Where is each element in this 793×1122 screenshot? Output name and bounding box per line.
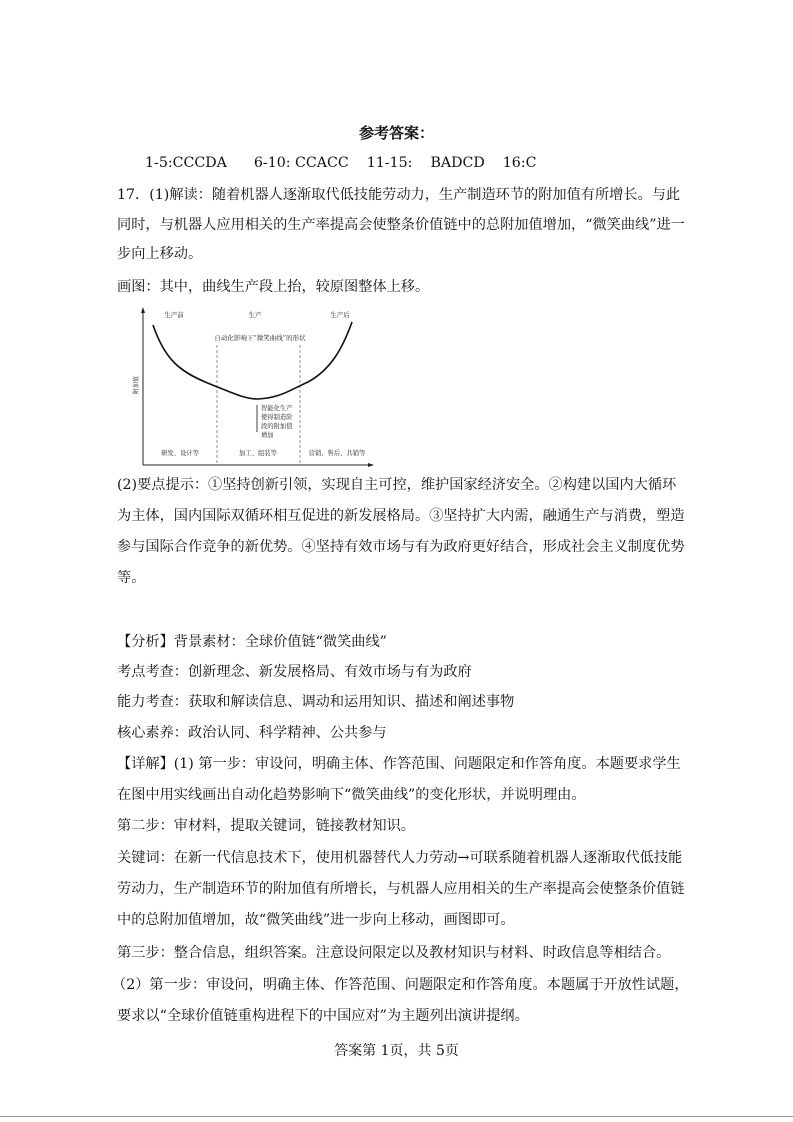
q17-part2-line: 为主体，国内国际双循环相互促进的新发展格局。③坚持扩大内需，融通生产与消费，塑造 bbox=[117, 508, 685, 524]
analysis-line: 劳动力，生产制造环节的附加值有所增长，与机器人应用相关的生产率提高会使整条价值链 bbox=[117, 881, 685, 897]
q17-part2-line: 等。 bbox=[117, 570, 146, 586]
bottom-mid-label: 加工、组装等 bbox=[239, 450, 277, 457]
stage-production-label: 生产 bbox=[248, 311, 262, 319]
analysis-line: 中的总附加值增加，故“微笑曲线”进一步向上移动，画图即可。 bbox=[117, 912, 515, 928]
analysis-line: 【详解】(1) 第一步：审设问，明确主体、作答范围、问题限定和作答角度。本题要求学生 bbox=[117, 756, 681, 772]
diagram-caption: 自动化影响下“微笑曲线”的形状 bbox=[214, 334, 306, 342]
smile-curve-diagram bbox=[130, 300, 380, 475]
note-line: 智能化生产 bbox=[261, 405, 293, 412]
analysis-line: 第二步：审材料，提取关键词，链接教材知识。 bbox=[117, 818, 415, 834]
y-axis-arrow-icon bbox=[141, 307, 145, 313]
page-title: 参考答案： bbox=[358, 124, 434, 142]
q17-part1-line: 同时，与机器人应用相关的生产率提高会使整条价值链中的总附加值增加，“微笑曲线”进一 bbox=[117, 217, 685, 233]
note-line: 段的附加值 bbox=[261, 423, 293, 430]
choice-answers: 1-5:CCCDA 6-10: CCACC 11-15: BADCD 16:C bbox=[145, 155, 537, 171]
page-footer: 答案第 1页，共 5页 bbox=[334, 1043, 459, 1059]
note-line: 增加 bbox=[261, 432, 274, 439]
q17-part1-line: 步向上移动。 bbox=[117, 246, 203, 262]
analysis-line: 在图中用实线画出自动化趋势影响下“微笑曲线”的变化形状，并说明理由。 bbox=[117, 787, 586, 803]
analysis-line: 能力考查：获取和解读信息、调动和运用知识、描述和阐述事物 bbox=[117, 694, 515, 710]
analysis-line: 【分析】背景素材：全球价值链“微笑曲线” bbox=[117, 634, 387, 650]
note-line: 使得制造阶 bbox=[261, 414, 293, 421]
bottom-right-label: 营销、售后、共销等 bbox=[308, 450, 366, 457]
stage-before-label: 生产前 bbox=[164, 311, 184, 319]
q17-part2-line: 参与国际合作竞争的新优势。④坚持有效市场与有为政府更好结合，形成社会主义制度优势 bbox=[117, 539, 685, 555]
y-axis-label: 附加值 bbox=[133, 375, 140, 395]
bottom-left-label: 研发、设计等 bbox=[161, 450, 199, 457]
stage-after-label: 生产后 bbox=[330, 311, 350, 319]
q17-part1-line: 17．(1)解读：随着机器人逐渐取代低技能劳动力，生产制造环节的附加值有所增长。与此 bbox=[117, 187, 681, 203]
analysis-line: 考点考查：创新理念、新发展格局、有效市场与有为政府 bbox=[117, 664, 472, 680]
page-bottom-rule bbox=[0, 1116, 793, 1117]
analysis-line: 关键词：在新一代信息技术下，使用机器替代人力劳动→可联系随着机器人逐渐取代低技能 bbox=[117, 850, 683, 866]
analysis-line: 核心素养：政治认同、科学精神、公共参与 bbox=[117, 725, 387, 741]
analysis-line: 要求以“全球价值链重构进程下的中国应对”为主题列出演讲提纲。 bbox=[117, 1008, 529, 1024]
q17-drawing-note: 画图：其中，曲线生产段上抬，较原图整体上移。 bbox=[117, 279, 430, 295]
q17-part2-line: (2)要点提示：①坚持创新引领，实现自主可控，维护国家经济安全。②构建以国内大循环 bbox=[117, 477, 677, 493]
x-axis-arrow-icon bbox=[368, 463, 374, 467]
analysis-line: 第三步：整合信息，组织答案。注意设问限定以及教材知识与材料、时政信息等相结合。 bbox=[117, 945, 671, 961]
analysis-line: （2）第一步：审设问，明确主体、作答范围、问题限定和作答角度。本题属于开放性试题， bbox=[112, 977, 689, 993]
